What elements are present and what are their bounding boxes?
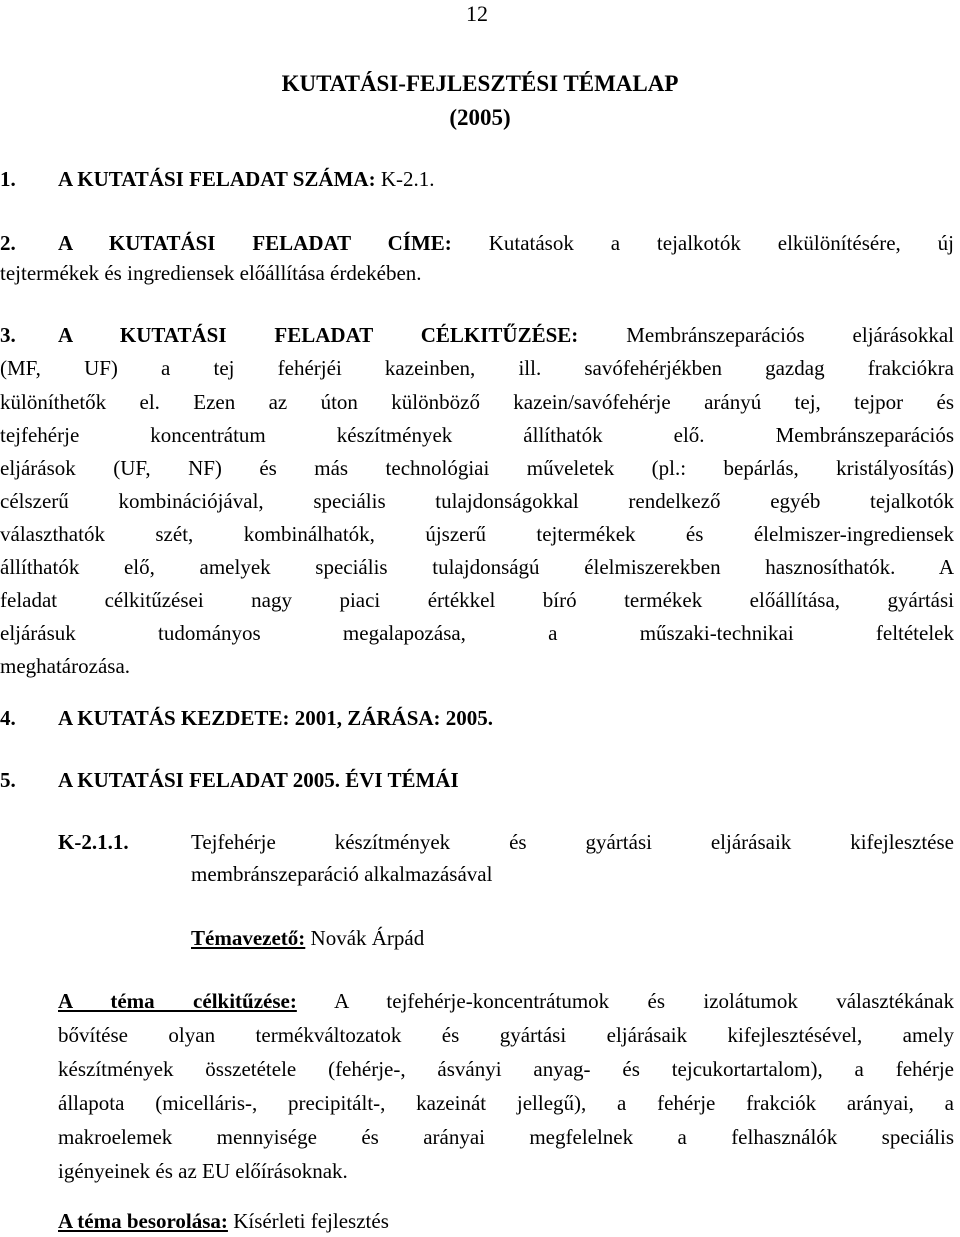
- section-1-label: A KUTATÁSI FELADAT SZÁMA:: [58, 167, 376, 191]
- section-3-line-11: meghatározása.: [0, 654, 131, 678]
- topic-title-line-1: Tejfehérje készítmények és gyártási eljárásaik kifejlesztése: [191, 830, 954, 854]
- page-subtitle-year: (2005): [449, 105, 511, 130]
- section-3-line-6: célszerű kombinációjával, speciális tulajdonságokkal rendelkező egyéb tejalkotók: [0, 489, 954, 513]
- section-3-label: A KUTATÁSI FELADAT CÉLKITŰZÉSE:: [58, 323, 579, 347]
- section-3-line-2: (MF, UF) a tej fehérjéi kazeinben, ill. savófehérjékben gazdag frakciókra: [0, 356, 954, 380]
- topic-goal-label: A téma célkitűzése:: [58, 989, 297, 1013]
- section-3-number: 3.: [0, 323, 16, 347]
- topic-goal-line-3: készítmények összetétele (fehérje-, ásványi anyag- és tejcukortartalom), a fehérje: [58, 1057, 954, 1081]
- topic-leader-text: [191, 922, 424, 954]
- section-3-line-7: választhatók szét, kombinálhatók, újszerű tejtermékek és élelmiszer-ingrediensek: [0, 522, 954, 546]
- topic-leader-label: Témavezető:: [191, 926, 306, 950]
- section-3-line-3: különíthetők el. Ezen az úton különböző kazein/savófehérje arányú tej, tejpor és: [0, 390, 954, 414]
- topic-title-line-2: membránszeparáció alkalmazásával: [191, 862, 493, 886]
- page-number: 12: [466, 1, 488, 26]
- topic-goal-line-1: [58, 985, 954, 1017]
- section-3-text-1: Membránszeparációs eljárásokkal: [626, 323, 955, 347]
- topic-goal-text-1: A tejfehérje-koncentrátumok és izolátumok választékának: [334, 989, 954, 1013]
- section-3-line-1: [58, 319, 954, 351]
- section-3-line-5: eljárások (UF, NF) és más technológiai műveletek (pl.: bepárlás, kristályosítás): [0, 456, 954, 480]
- section-2-line-2: tejtermékek és ingrediensek előállítása érdekében.: [0, 261, 422, 285]
- section-4-number: 4.: [0, 706, 16, 730]
- page-title: KUTATÁSI-FEJLESZTÉSI TÉMALAP: [281, 71, 679, 96]
- section-1-value: K-2.1.: [380, 167, 435, 191]
- topic-leader-name: Novák Árpád: [310, 926, 425, 950]
- section-2-number: 2.: [0, 231, 16, 255]
- topic-classification-value: Kísérleti fejlesztés: [233, 1209, 389, 1233]
- section-4-text: A KUTATÁS KEZDETE: 2001, ZÁRÁSA: 2005.: [58, 706, 494, 730]
- topic-goal-line-5: makroelemek mennyisége és arányai megfelelnek a felhasználók speciális: [58, 1125, 954, 1149]
- section-1-number: 1.: [0, 167, 16, 191]
- topic-goal-line-6: igényeinek és az EU előírásoknak.: [58, 1159, 348, 1183]
- topic-goal-line-2: bővítése olyan termékváltozatok és gyártási eljárásaik kifejlesztésével, amely: [58, 1023, 954, 1047]
- section-3-line-8: állíthatók elő, amelyek speciális tulajdonságú élelmiszerekben hasznosíthatók. A: [0, 555, 954, 579]
- section-5-text: A KUTATÁSI FELADAT 2005. ÉVI TÉMÁI: [58, 768, 459, 792]
- topic-code: K-2.1.1.: [58, 830, 129, 854]
- section-2-line-1: [58, 227, 954, 259]
- topic-goal-line-4: állapota (micelláris-, precipitált-, kazeinát jellegű), a fehérje frakciók arányai, a: [58, 1091, 954, 1115]
- section-3-line-10: eljárásuk tudományos megalapozása, a műszaki-technikai feltételek: [0, 621, 954, 645]
- topic-classification-text: [58, 1205, 389, 1237]
- topic-classification-label: A téma besorolása:: [58, 1209, 228, 1233]
- section-3-line-4: tejfehérje koncentrátum készítmények állíthatók elő. Membránszeparációs: [0, 423, 954, 447]
- section-3-line-9: feladat célkitűzései nagy piaci értékkel bíró termékek előállítása, gyártási: [0, 588, 954, 612]
- section-1-text: [58, 163, 435, 195]
- section-5-number: 5.: [0, 768, 16, 792]
- section-2-label: A KUTATÁSI FELADAT CÍME:: [58, 231, 452, 255]
- section-2-value-1: Kutatások a tejalkotók elkülönítésére, új: [488, 231, 955, 255]
